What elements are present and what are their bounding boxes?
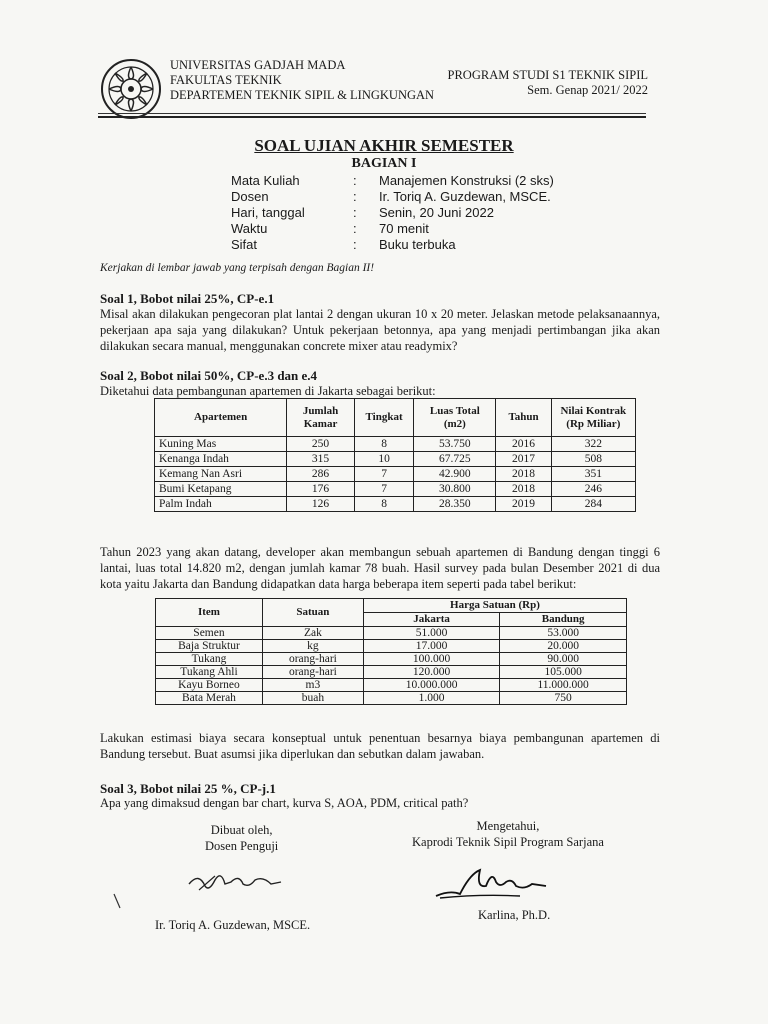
signature-block-lecturer: Dibuat oleh, Dosen Penguji (205, 823, 279, 853)
info-row-date: Hari, tanggal : Senin, 20 Juni 2022 (231, 205, 494, 220)
col-bandung: Bandung (500, 613, 627, 627)
program-name: PROGRAM STUDI S1 TEKNIK SIPIL (447, 68, 648, 82)
instruction-text: Kerjakan di lembar jawab yang terpisah dengan Bagian II! (100, 262, 375, 274)
question-1-heading: Soal 1, Bobot nilai 25%, CP-e.1 (100, 291, 275, 306)
info-row-nature: Sifat : Buku terbuka (231, 237, 456, 252)
info-row-duration: Waktu : 70 menit (231, 221, 429, 236)
signature-block-head: Mengetahui, Kaprodi Teknik Sipil Program Sarjana (412, 819, 604, 849)
question-3-heading: Soal 3, Bobot nilai 25 %, CP-j.1 (100, 781, 276, 796)
faculty-name: FAKULTAS TEKNIK (170, 73, 282, 87)
header-divider-thick (98, 116, 646, 118)
table-row: Kayu Borneo m3 10.000.000 11.000.000 (156, 679, 627, 692)
col-jumlah-kamar: Jumlah Kamar (287, 399, 355, 437)
price-table (155, 598, 627, 705)
program-block (448, 68, 648, 98)
question-2-paragraph: Tahun 2023 yang akan datang, developer akan membangun sebuah apartemen di Bandung dengan tinggi 6 lantai, luas total 14.820 m2, dengan jumlah kamar 78 buah. Hasil survey pada bulan Desember 2021 di dua kota yaitu Jakarta dan Bandung didapatkan data harga beberapa item seperti pada tabel berikut: (100, 545, 660, 591)
table-row: Kemang Nan Asri 286 7 42.900 2018 351 (155, 467, 636, 482)
table-row: Kenanga Indah 315 10 67.725 2017 508 (155, 452, 636, 467)
head-name: Karlina, Ph.D. (478, 908, 551, 922)
lecturer-name: Ir. Toriq A. Guzdewan, MSCE. (155, 918, 311, 932)
col-nilai-kontrak: Nilai Kontrak (Rp Miliar) (551, 399, 635, 437)
table-row: Tukang orang-hari 100.000 90.000 (156, 653, 627, 666)
info-row-course: Mata Kuliah : Manajemen Konstruksi (2 sks) (231, 173, 554, 188)
col-apartemen: Apartemen (155, 399, 287, 437)
header-divider (98, 113, 646, 114)
question-3-text: Apa yang dimaksud dengan bar chart, kurva S, AOA, PDM, critical path? (100, 796, 469, 810)
col-jakarta: Jakarta (363, 613, 499, 627)
university-logo (100, 58, 162, 120)
pen-mark (112, 890, 124, 912)
department-name: DEPARTEMEN TEKNIK SIPIL & LINGKUNGAN (170, 88, 435, 102)
info-row-lecturer: Dosen : Ir. Toriq A. Guzdewan, MSCE. (231, 189, 551, 204)
question-1-text: Misal akan dilakukan pengecoran plat lantai 2 dengan ukuran 10 x 20 meter. Jelaskan metode pelaksanaannya, pekerjaan apa saja yang dilakukan? Untuk pekerjaan betonnya, apa yang menjadi pertimbangan jika akan dilakukan secara manual, menggunakan concrete mixer atau readymix? (100, 307, 660, 353)
university-name: UNIVERSITAS GADJAH MADA (170, 58, 346, 72)
question-2-heading: Soal 2, Bobot nilai 50%, CP-e.3 dan e.4 (100, 368, 318, 383)
institution-block (170, 58, 434, 103)
table-row: Bata Merah buah 1.000 750 (156, 692, 627, 705)
apartment-table (154, 398, 636, 512)
exam-subtitle: BAGIAN I (351, 156, 417, 171)
col-satuan: Satuan (262, 599, 363, 627)
col-item: Item (156, 599, 263, 627)
table-row: Bumi Ketapang 176 7 30.800 2018 246 (155, 482, 636, 497)
table-row: Semen Zak 51.000 53.000 (156, 627, 627, 640)
question-2-intro: Diketahui data pembangunan apartemen di Jakarta sebagai berikut: (100, 384, 436, 398)
col-luas-total: Luas Total (m2) (414, 399, 496, 437)
table-row: Baja Struktur kg 17.000 20.000 (156, 640, 627, 653)
table-row: Palm Indah 126 8 28.350 2019 284 (155, 497, 636, 512)
semester-label: Sem. Genap 2021/ 2022 (527, 83, 648, 97)
col-harga-satuan: Harga Satuan (Rp) (363, 599, 626, 613)
exam-info (231, 173, 554, 253)
head-signature (430, 860, 550, 908)
table-row: Kuning Mas 250 8 53.750 2016 322 (155, 437, 636, 452)
table-row: Tukang Ahli orang-hari 120.000 105.000 (156, 666, 627, 679)
exam-title: SOAL UJIAN AKHIR SEMESTER (254, 136, 514, 155)
col-tahun: Tahun (496, 399, 551, 437)
col-tingkat: Tingkat (354, 399, 413, 437)
lecturer-signature (185, 862, 285, 902)
question-2-task: Lakukan estimasi biaya secara konseptual untuk penentuan besarnya biaya pembangunan apartemen di Bandung tersebut. Buat asumsi jika diperlukan dan sebutkan dalam jawaban. (100, 731, 660, 761)
